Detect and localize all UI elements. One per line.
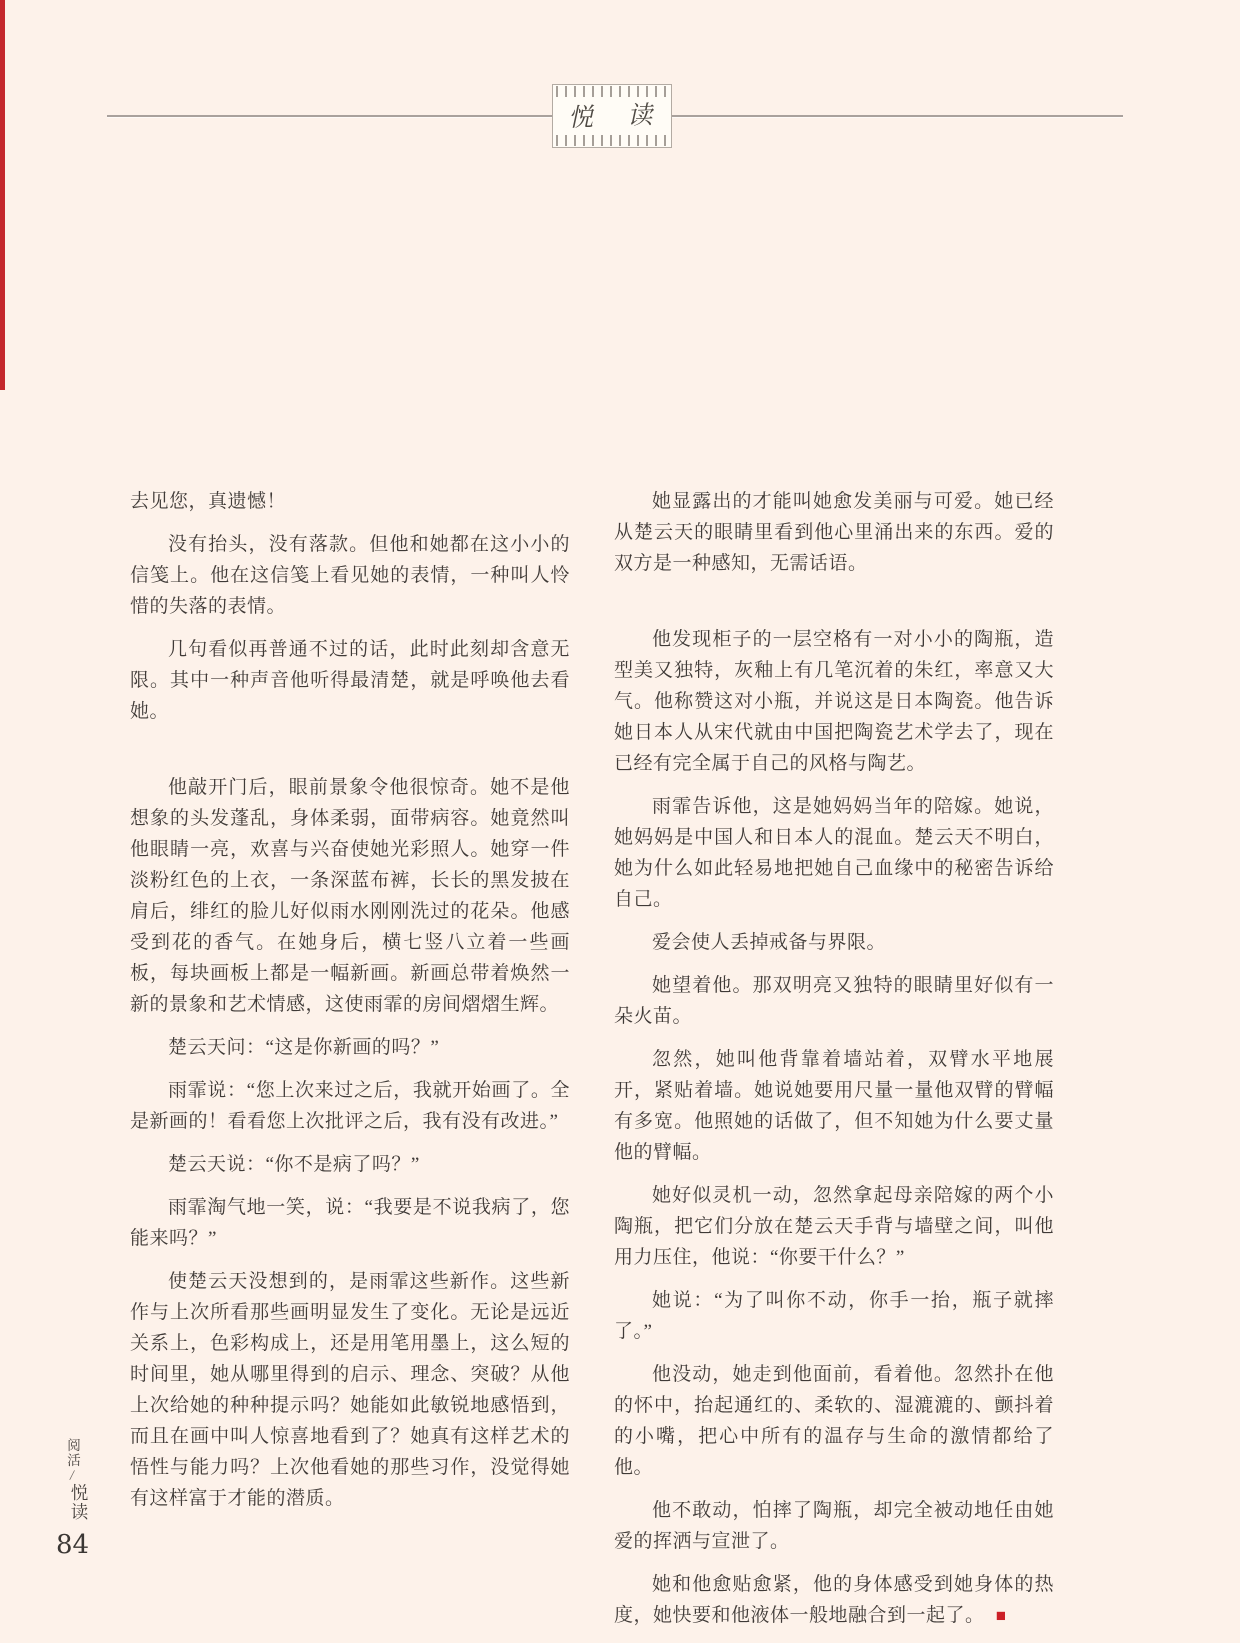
stamp-ticks-bottom [556,135,668,146]
paragraph: 楚云天说：“你不是病了吗？” [168,1154,420,1175]
paragraph: 她好似灵机一动，忽然拿起母亲陪嫁的两个小陶瓶，把它们分放在楚云天手背与墙壁之间，叫他用力压住，他说：“你要干什么？” [614,1185,1054,1268]
paragraph: 他不敢动，怕摔了陶瓶，却完全被动地任由她爱的挥洒与宣泄了。 [614,1500,1054,1552]
section-label-small: 阅活 [67,1438,81,1468]
paragraph: 忽然，她叫他背靠着墙站着，双臂水平地展开，紧贴着墙。她说她要用尺量一量他双臂的臂幅有多宽。他照她的话做了，但不知她为什么要丈量他的臂幅。 [614,1049,1054,1163]
page-footer [56,1438,92,1559]
section-label-large: 悦读 [70,1483,89,1522]
paragraph: 他没动，她走到他面前，看着他。忽然扑在他的怀中，抬起通红的、柔软的、湿漉漉的、颤抖着的小嘴，把心中所有的温存与生命的激情都给了他。 [614,1364,1054,1478]
section-stamp-title: 悦 读 [567,101,667,133]
paragraph-text: 她和他愈贴愈紧，他的身体感受到她身体的热度，她快要和他液体一般地融合到一起了。 [614,1574,1054,1626]
paragraph: 他敲开门后，眼前景象令他很惊奇。她不是他想象的头发蓬乱，身体柔弱，面带病容。她竟然叫他眼睛一亮，欢喜与兴奋使她光彩照人。她穿一件淡粉红色的上衣，一条深蓝布裤，长长的黑发披在肩后，绯红的脸儿好似雨水刚刚洗过的花朵。他感受到花的香气。在她身后，横七竖八立着一些画板，每块画板上都是一幅新画。新画总带着焕然一新的景象和艺术情感，这使雨霏的房间熠熠生辉。 [130,777,570,1015]
page-edge-red-line [0,0,5,390]
right-text-column [614,486,1054,1643]
paragraph: 他发现柜子的一层空格有一对小小的陶瓶，造型美又独特，灰釉上有几笔沉着的朱红，率意又大气。他称赞这对小瓶，并说这是日本陶瓷。他告诉她日本人从宋代就由中国把陶瓷艺术学去了，现在已经有完全属于自己的风格与陶艺。 [614,629,1054,774]
section-stamp [552,84,672,148]
paragraph: 雨霏告诉他，这是她妈妈当年的陪嫁。她说，她妈妈是中国人和日本人的混血。楚云天不明白，她为什么如此轻易地把她自己血缘中的秘密告诉给自己。 [614,796,1054,910]
paragraph: 她显露出的才能叫她愈发美丽与可爱。她已经从楚云天的眼睛里看到他心里涌出来的东西。爱的双方是一种感知，无需话语。 [614,491,1054,574]
paragraph: 使楚云天没想到的，是雨霏这些新作。这些新作与上次所看那些画明显发生了变化。无论是远近关系上，色彩构成上，还是用笔用墨上，这么短的时间里，她从哪里得到的启示、理念、突破？从他上次给她的种种提示吗？她能如此敏锐地感悟到，而且在画中叫人惊喜地看到了？她真有这样艺术的悟性与能力吗？上次他看她的那些习作，没觉得她有这样富于才能的潜质。 [130,1271,570,1509]
paragraph: 她说：“为了叫你不动，你手一抬，瓶子就摔了。” [614,1290,1054,1342]
page-number: 84 [56,1530,90,1560]
paragraph: 几句看似再普通不过的话，此时此刻却含意无限。其中一种声音他听得最清楚，就是呼唤他去看她。 [130,639,570,722]
paragraph: 她望着他。那双明亮又独特的眼睛里好似有一朵火苗。 [614,975,1054,1027]
section-label-slash: / [68,1467,76,1485]
paragraph-with-end-mark [614,1569,1054,1631]
left-text-column [130,486,570,1526]
paragraph: 雨霏淘气地一笑，说：“我要是不说我病了，您能来吗？” [130,1197,570,1249]
end-mark-square: ■ [995,1606,1007,1625]
paragraph: 雨霏说：“您上次来过之后，我就开始画了。全是新画的！看看您上次批评之后，我有没有改进。” [130,1080,570,1132]
paragraph: 爱会使人丢掉戒备与界限。 [652,932,887,953]
paragraph: 楚云天问：“这是你新画的吗？” [168,1037,440,1058]
paragraph: 没有抬头，没有落款。但他和她都在这小小的信笺上。他在这信笺上看见她的表情，一种叫人怜惜的失落的表情。 [130,534,570,617]
paragraph: 去见您，真遗憾！ [130,491,287,512]
